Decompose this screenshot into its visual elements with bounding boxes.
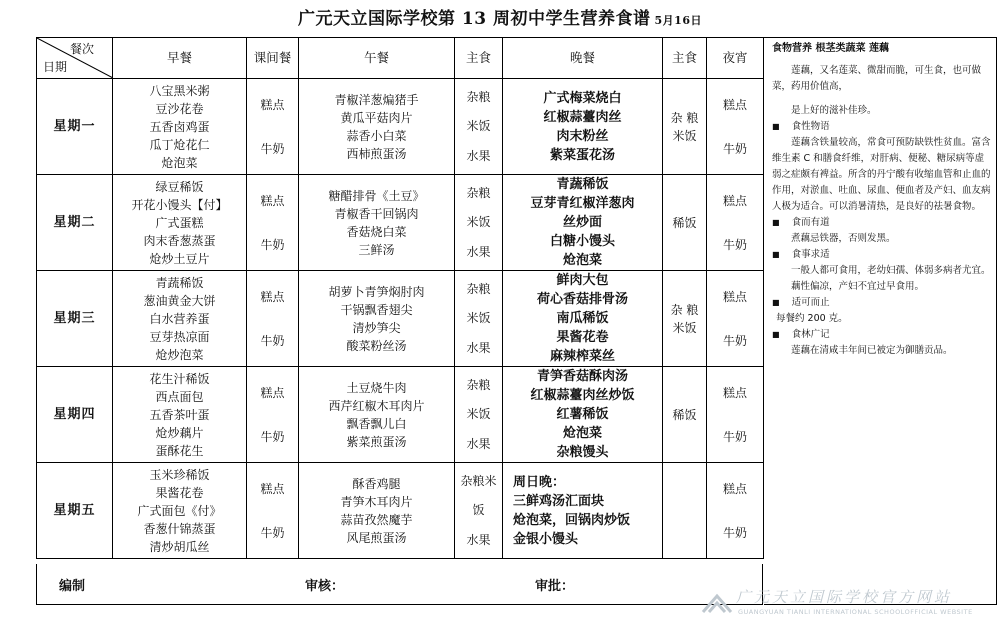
dinner-cell-item: 红椒蒜薹肉丝 [543,109,622,125]
lunch-cell-item: 青椒香干回锅肉 [334,206,419,221]
section-who: ■ 食事求适 [772,247,991,263]
day-row [37,175,764,271]
school-watermark [700,584,1000,624]
breakfast-cell-item: 炝炒藕片 [155,425,204,440]
lunch-cell-item: 风尾煎蛋汤 [346,530,407,545]
nutrition-who: 一般人都可食用，老幼妇孺、体弱多病者尤宜。 [791,265,991,276]
night-cell-item: 牛奶 [722,525,747,540]
staple-lunch-cell-item: 水果 [466,532,491,547]
breakfast-cell-item: 绿豆稀饭 [155,179,204,194]
dinner-cell-item: 南瓜稀饭 [556,311,609,326]
section-warn: ■ 食而有道 [772,215,991,231]
snack-cell-item: 牛奶 [260,333,285,348]
header-night: 夜宵 [707,38,764,79]
compiled-label: 编制 [59,579,86,594]
lunch-cell-item: 飘香飘儿白 [346,416,407,431]
breakfast-cell-item: 炝炒泡菜 [155,347,204,362]
dinner-cell-item: 紫菜蛋花汤 [549,147,615,163]
breakfast-cell [113,271,247,367]
breakfast-cell-item: 瓜丁炝花仁 [149,137,210,152]
staple-dinner-cell-item: 米饭 [672,128,697,143]
snack-cell [247,367,299,463]
page-title [0,4,1000,29]
nutrition-warn: 煮藕忌铁器，否则发黑。 [791,233,896,244]
staple-lunch-cell [455,463,503,559]
lunch-cell-item: 糖醋排骨《土豆》 [328,188,425,203]
dinner-cell-item: 丝炒面 [562,215,602,230]
night-cell-item: 牛奶 [722,333,747,348]
menu-table [36,37,764,559]
lunch-cell-item: 酸菜粉丝汤 [346,338,407,353]
breakfast-cell-item: 豆芽热凉面 [149,329,210,344]
lunch-cell-item: 三鲜汤 [358,242,395,257]
day-label: 星期四 [37,367,113,463]
staple-lunch-cell [455,367,503,463]
staple-dinner-cell-item: 杂 粮 [670,302,699,317]
staple-lunch-cell-item: 米饭 [466,119,491,134]
night-cell-item: 牛奶 [722,237,747,252]
dinner-cell-item: 金银小馒头 [513,531,579,547]
staple-lunch-cell-item: 杂粮 [466,282,491,297]
snack-cell-item: 牛奶 [260,237,285,252]
title-date: 5月16日 [654,14,702,27]
dinner-cell-item: 荷心香菇排骨汤 [536,292,628,307]
dinner-cell-item: 周日晚： [513,474,566,490]
breakfast-cell-item: 豆沙花卷 [155,101,204,116]
staple-dinner-cell-item: 稀饭 [672,215,697,230]
dinner-cell-item: 白糖小馒头 [549,234,615,249]
day-label: 星期五 [37,463,113,559]
breakfast-cell-item: 蛋酥花生 [155,443,204,458]
breakfast-cell-item: 开花小馒头【付】 [131,197,228,212]
breakfast-cell-item: 清炒胡瓜丝 [149,539,210,554]
breakfast-cell-item: 肉末香葱蒸蛋 [143,233,216,248]
nutrition-who-2: 藕性偏凉，产妇不宜过早食用。 [791,281,925,292]
snack-cell-item: 糕点 [260,289,285,304]
staple-lunch-cell-item: 水果 [466,244,491,259]
dinner-cell-item: 果酱花卷 [556,330,609,345]
staple-lunch-cell-item: 水果 [466,436,491,451]
dinner-cell [503,175,663,271]
section-story: ■ 食林广记 [772,327,991,343]
staple-dinner-cell [663,175,707,271]
snack-cell-item: 牛奶 [260,525,285,540]
staple-lunch-cell-item: 水果 [466,148,491,163]
staple-lunch-cell [455,271,503,367]
dinner-cell-item: 广式梅菜烧白 [543,90,622,106]
snack-cell [247,271,299,367]
lunch-cell-item: 青笋木耳肉片 [340,494,413,509]
dinner-cell [503,271,663,367]
lunch-cell-item: 西柿煎蛋汤 [346,146,407,161]
night-cell-item: 糕点 [722,385,747,400]
dinner-cell-item: 青蔬稀饭 [556,177,609,192]
lunch-cell-item: 土豆烧牛肉 [346,380,407,395]
lunch-cell-item: 清炒笋尖 [352,320,401,335]
breakfast-cell-item: 广式蛋糕 [155,215,204,230]
breakfast-cell-item: 青蔬稀饭 [155,275,204,290]
header-breakfast: 早餐 [113,38,247,79]
dinner-cell-item: 红薯稀饭 [556,407,609,422]
day-row [37,463,764,559]
school-logo-icon [700,588,734,618]
staple-dinner-cell [663,367,707,463]
dinner-cell-item: 三鲜鸡汤汇面块 [513,493,605,509]
snack-cell [247,463,299,559]
lunch-cell [299,79,455,175]
nutrition-amount: 每餐约 200 克。 [776,313,848,324]
dinner-cell-item: 青笋香菇酥肉汤 [536,369,628,384]
breakfast-cell-item: 果酱花卷 [155,485,204,500]
staple-dinner-cell-item: 米饭 [672,320,697,335]
staple-lunch-cell-item: 杂粮 [466,90,491,105]
snack-cell-item: 糕点 [260,481,285,496]
nutrition-panel [764,37,997,605]
day-row [37,79,764,175]
snack-cell-item: 糕点 [260,385,285,400]
lunch-cell-item: 黄瓜平菇肉片 [340,110,413,125]
dinner-cell-item: 炝泡菜 [562,253,602,268]
day-label: 星期一 [37,79,113,175]
header-dinner: 晚餐 [503,38,663,79]
header-staple-lunch: 主食 [455,38,503,79]
breakfast-cell-item: 炝泡菜 [161,155,198,170]
nutrition-intro-2: 是上好的滋补佳珍。 [791,105,877,116]
night-cell-item: 糕点 [722,97,747,112]
staple-dinner-cell [663,79,707,175]
nutrition-story: 莲藕在清咸丰年间已被定为御膳贡品。 [791,345,953,356]
breakfast-cell [113,367,247,463]
snack-cell-item: 糕点 [260,193,285,208]
dinner-cell-item: 红椒蒜薹肉丝炒饭 [530,388,635,403]
breakfast-cell-item: 五香茶叶蛋 [149,407,210,422]
lunch-cell-item: 蒜苗孜然魔芋 [340,512,413,527]
corner-cell [37,38,113,79]
dinner-cell-item: 豆芽青红椒洋葱肉 [530,196,635,211]
snack-cell-item: 糕点 [260,97,285,112]
watermark-text: 广元天立国际学校官方网站 [736,588,953,606]
dinner-cell-item: 杂粮馒头 [556,445,609,460]
lunch-cell [299,175,455,271]
snack-cell-item: 牛奶 [260,141,285,156]
nutrition-intro: 莲藕，又名莲菜、微甜而脆，可生食，也可做菜，药用价值高， [772,65,982,92]
breakfast-cell-item: 五香卤鸡蛋 [149,119,210,134]
breakfast-cell-item: 炝炒土豆片 [149,251,210,266]
corner-bottom-label: 日期 [43,60,68,74]
staple-dinner-cell-item: 杂 粮 [670,110,699,125]
dinner-cell [503,463,663,559]
signature-row [36,564,763,605]
section-amount: ■ 适可而止 [772,295,991,311]
nutrition-heading: 食物营养 根茎类蔬菜 莲藕 [772,43,889,54]
lunch-cell [299,271,455,367]
snack-cell [247,175,299,271]
night-cell [707,271,764,367]
day-label: 星期三 [37,271,113,367]
breakfast-cell-item: 花生汁稀饭 [149,371,210,386]
night-cell [707,367,764,463]
dinner-cell [503,367,663,463]
night-cell-item: 牛奶 [722,429,747,444]
nutrition-content: 莲藕含铁量较高，常食可预防缺铁性贫血。富含维生素 C 和膳食纤维，对肝病、便秘、糖尿病等虚弱之症颇有裨益。所含的丹宁酸有收缩血管和止血的作用，对淤血、吐血、尿血、便血者及产妇、血友病人极为适合。可以消暑清热，是良好的祛暑食物。 [772,137,991,212]
menu-body [37,79,764,559]
night-cell [707,463,764,559]
day-row [37,367,764,463]
snack-cell-item: 牛奶 [260,429,285,444]
header-snack: 课间餐 [247,38,299,79]
day-row [37,271,764,367]
corner-top-label: 餐次 [69,42,94,56]
night-cell-item: 牛奶 [722,141,747,156]
staple-lunch-cell-item: 杂粮米 [460,474,497,489]
approved-label: 审批： [535,579,575,594]
dinner-cell-item: 炝泡菜，回锅肉炒饭 [513,512,631,528]
lunch-cell-item: 蒜香小白菜 [346,128,407,143]
header-staple-dinner: 主食 [663,38,707,79]
lunch-cell-item: 香菇烧白菜 [346,224,407,239]
lunch-cell [299,463,455,559]
reviewed-label: 审核： [305,579,345,594]
breakfast-cell-item: 香葱什锦蒸蛋 [143,521,216,536]
night-cell-item: 糕点 [722,193,747,208]
night-cell-item: 糕点 [722,289,747,304]
dinner-cell-item: 麻辣榨菜丝 [549,349,615,364]
lunch-cell-item: 西芹红椒木耳肉片 [328,398,425,413]
day-label: 星期二 [37,175,113,271]
staple-dinner-cell [663,463,707,559]
staple-lunch-cell-item: 杂粮 [466,378,491,393]
staple-lunch-cell [455,79,503,175]
staple-lunch-cell-item: 水果 [466,340,491,355]
staple-dinner-cell-item: 稀饭 [672,407,697,422]
breakfast-cell-item: 西点面包 [155,389,204,404]
snack-cell [247,79,299,175]
lunch-cell-item: 干锅飘香翅尖 [340,302,413,317]
staple-dinner-cell [663,271,707,367]
breakfast-cell-item: 玉米珍稀饭 [149,467,210,482]
staple-lunch-cell-item: 饭 [472,503,485,518]
breakfast-cell-item: 八宝黑米粥 [149,83,210,98]
lunch-cell [299,367,455,463]
staple-lunch-cell-item: 米饭 [466,215,491,230]
lunch-cell-item: 青椒洋葱煸猪手 [334,92,419,107]
watermark-subtext: GUANGYUAN TIANLI INTERNATIONAL SCHOOLOFFICIAL WEBSITE [738,608,973,616]
lunch-cell-item: 酥香鸡腿 [352,476,401,491]
lunch-cell-item: 紫菜煎蛋汤 [346,434,407,449]
breakfast-cell-item: 广式面包《付》 [137,503,222,518]
night-cell [707,79,764,175]
staple-lunch-cell-item: 杂粮 [466,186,491,201]
breakfast-cell [113,463,247,559]
title-text: 广元天立国际学校第 13 周初中学生营养食谱 [298,9,651,29]
staple-lunch-cell [455,175,503,271]
dinner-cell-item: 炝泡菜 [562,426,602,441]
dinner-cell-item: 肉末粉丝 [556,128,609,144]
night-cell-item: 糕点 [722,481,747,496]
breakfast-cell-item: 白水营养蛋 [149,311,210,326]
header-lunch: 午餐 [299,38,455,79]
breakfast-cell-item: 葱油黄金大饼 [143,293,216,308]
breakfast-cell [113,79,247,175]
staple-lunch-cell-item: 米饭 [466,311,491,326]
header-row [37,38,764,79]
dinner-cell-item: 鲜肉大包 [556,273,609,288]
breakfast-cell [113,175,247,271]
lunch-cell-item: 胡萝卜青笋焖肘肉 [328,284,425,299]
dinner-cell [503,79,663,175]
staple-lunch-cell-item: 米饭 [466,407,491,422]
night-cell [707,175,764,271]
section-content: ■ 食性物语 [772,119,991,135]
